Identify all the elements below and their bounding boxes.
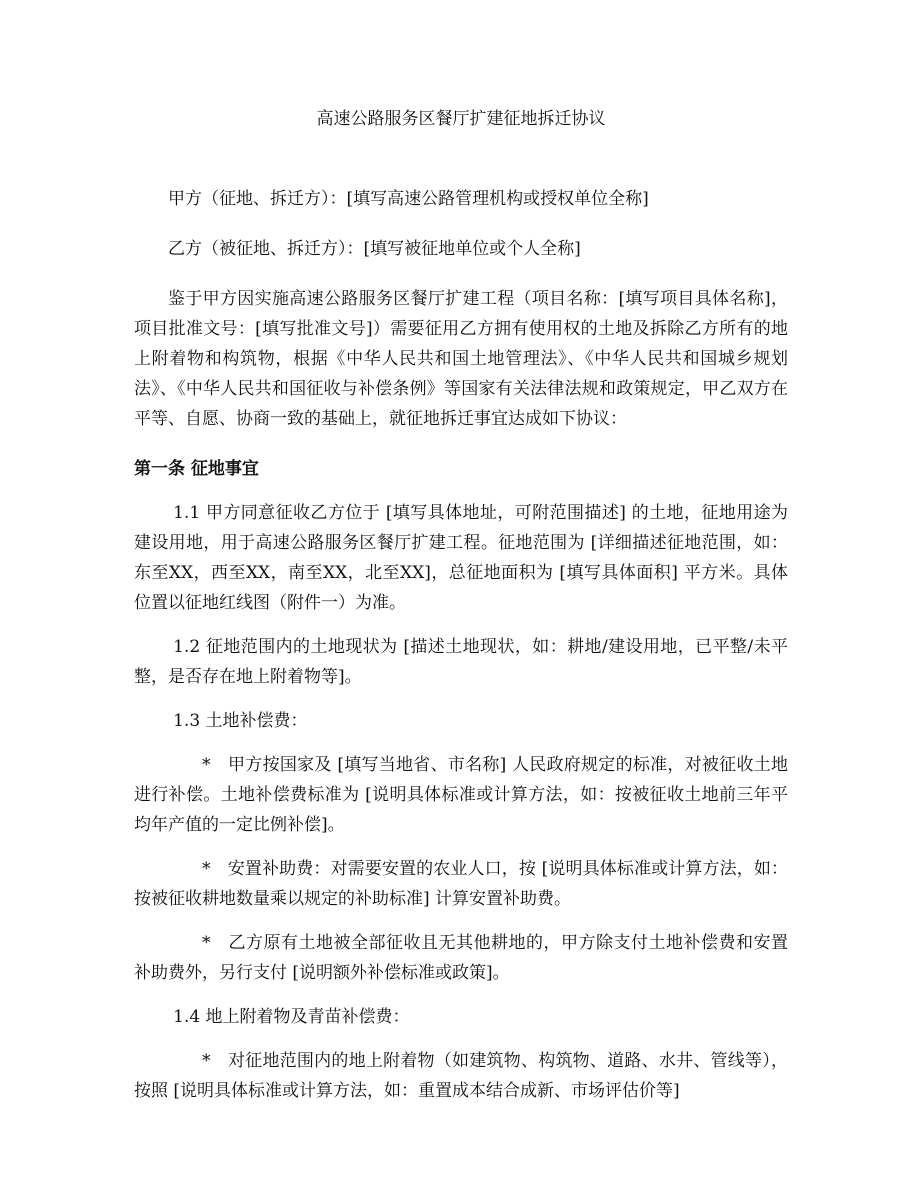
clause-1-4: 1.4 地上附着物及青苗补偿费：	[173, 1007, 410, 1027]
clause-1-3-bullet-resettlement-subsidy: * 安置补助费：对需要安置的农业人口，按 [说明具体标准或计算方法，如：按被征收耕地数量乘以规定的补助标准] 计算安置补助费。	[134, 859, 788, 909]
document-body	[134, 104, 788, 1120]
clause-1-3-bullet-extra-compensation: * 乙方原有土地被全部征收且无其他耕地的，甲方除支付土地补偿费和安置补助费外，另行支付 [说明额外补偿标准或政策]。	[134, 933, 788, 983]
clause-1-1: 1.1 甲方同意征收乙方位于 [填写具体地址，可附范围描述] 的土地，征地用途为建设用地，用于高速公路服务区餐厅扩建工程。征地范围为 [详细描述征地范围，如：东至XX，西至XX，南至XX，北至XX]，总征地面积为 [填写具体面积] 平方米。具体位置以征地红线图（附件一）为准。	[134, 503, 788, 613]
article-1-heading: 第一条 征地事宜	[134, 459, 259, 479]
party-b-line: 乙方（被征地、拆迁方）：[填写被征地单位或个人全称]	[168, 239, 581, 259]
clause-1-3: 1.3 土地补偿费：	[173, 711, 308, 731]
clause-1-3-bullet-land-compensation: * 甲方按国家及 [填写当地省、市名称] 人民政府规定的标准，对被征收土地进行补偿。土地补偿费标准为 [说明具体标准或计算方法，如：按被征收土地前三年平均年产值的一定比例补偿]。	[134, 755, 788, 835]
clause-1-4-bullet-attachments: * 对征地范围内的地上附着物（如建筑物、构筑物、道路、水井、管线等），按照 [说明具体标准或计算方法，如：重置成本结合成新、市场评估价等]	[134, 1051, 788, 1101]
preamble-paragraph: 鉴于甲方因实施高速公路服务区餐厅扩建工程（项目名称：[填写项目具体名称]，项目批准文号：[填写批准文号]）需要征用乙方拥有使用权的土地及拆除乙方所有的地上附着物和构筑物，根据《中华人民共和国土地管理法》、《中华人民共和国城乡规划法》、《中华人民共和国征收与补偿条例》等国家有关法律法规和政策规定，甲乙双方在平等、自愿、协商一致的基础上，就征地拆迁事宜达成如下协议：	[134, 289, 788, 429]
document-title: 高速公路服务区餐厅扩建征地拆迁协议	[316, 109, 606, 129]
party-a-line: 甲方（征地、拆迁方）：[填写高速公路管理机构或授权单位全称]	[168, 189, 649, 209]
clause-1-2: 1.2 征地范围内的土地现状为 [描述土地现状，如：耕地/建设用地，已平整/未平整，是否存在地上附着物等]。	[134, 637, 788, 687]
